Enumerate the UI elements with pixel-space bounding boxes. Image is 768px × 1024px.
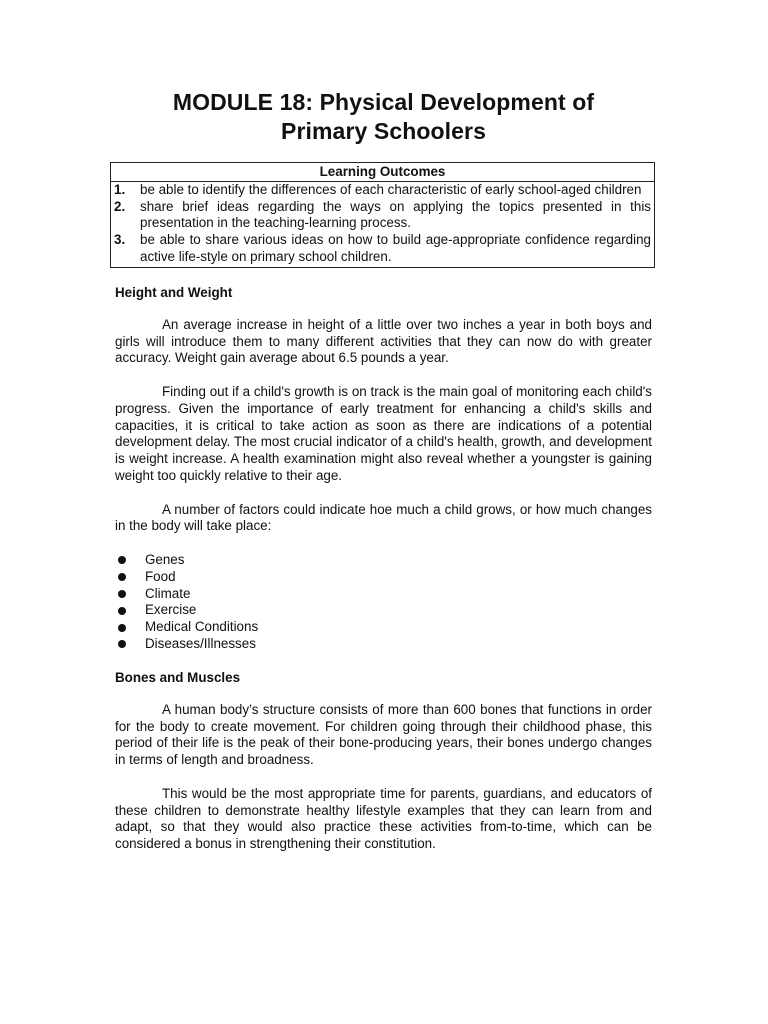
paragraph: This would be the most appropriate time for parents, guardians, and educators of these children to demonstrate healthy lifestyle examples that they can learn from and adapt, so that they would also practice these activities from-to-time, which can be considered a bonus in strengthening their constitution. [115, 785, 652, 852]
bullet-icon [118, 590, 126, 598]
outcome-text: be able to identify the differences of each characteristic of early school-aged children [140, 181, 642, 197]
list-item-label: Food [145, 568, 176, 584]
learning-outcomes-table [110, 162, 655, 268]
outcome-number: 2. [114, 198, 126, 214]
list-item [115, 619, 652, 636]
growth-factors-list [115, 552, 652, 653]
title-line-1: MODULE 18: Physical Development of [172, 89, 595, 115]
paragraph: Finding out if a child's growth is on track is the main goal of monitoring each child's progress. Given the importance of early treatment for enhancing a child's skills and capacities, it is critical to take action as soon as there are indications of a potential development delay. The most crucial indicator of a child's health, growth, and development is weight increase. A health examination might also reveal whether a youngster is gaining weight too quickly relative to their age. [115, 383, 652, 483]
bullet-icon [118, 624, 126, 632]
learning-outcomes-header: Learning Outcomes [111, 163, 655, 182]
paragraph: An average increase in height of a little over two inches a year in both boys and girls will introduce them to many different activities that they can now do with greater accuracy. Weight gain average about 6.5 pounds a year. [115, 316, 652, 366]
outcome-number: 3. [114, 232, 126, 248]
bullet-icon [118, 640, 126, 648]
document-page [115, 88, 652, 870]
list-item-label: Exercise [145, 602, 197, 618]
outcome-text: share brief ideas regarding the ways on applying the topics presented in this presentation in the teaching-learning process. [140, 198, 651, 231]
bullet-icon [118, 607, 126, 615]
title-line-2: Primary Schoolers [281, 118, 486, 144]
list-item [115, 569, 652, 586]
section-heading-bones-muscles: Bones and Muscles [115, 669, 241, 685]
outcome-item [114, 199, 651, 233]
list-item-label: Genes [145, 551, 185, 567]
list-item-label: Climate [145, 585, 191, 601]
list-item-label: Medical Conditions [145, 619, 259, 635]
paragraph: A human body’s structure consists of more than 600 bones that functions in order for the body to create movement. For children going through their childhood phase, this period of their life is the peak of their bone-producing years, their bones undergo changes in terms of length and broadness. [115, 701, 652, 768]
paragraph: A number of factors could indicate hoe much a child grows, or how much changes in the body will take place: [115, 501, 652, 534]
list-item [115, 636, 652, 653]
outcome-item [114, 182, 651, 199]
page-title [115, 88, 652, 146]
list-item-label: Diseases/Illnesses [145, 635, 256, 651]
outcome-item [114, 232, 651, 266]
list-item [115, 552, 652, 569]
bullet-icon [118, 573, 126, 581]
section-heading-height-weight: Height and Weight [115, 284, 233, 300]
outcome-text: be able to share various ideas on how to build age-appropriate confidence regarding active life-style on primary school children. [140, 232, 651, 264]
list-item [115, 602, 652, 619]
learning-outcomes-list [111, 181, 655, 267]
bullet-icon [118, 556, 126, 564]
outcome-number: 1. [114, 181, 126, 197]
list-item [115, 586, 652, 603]
